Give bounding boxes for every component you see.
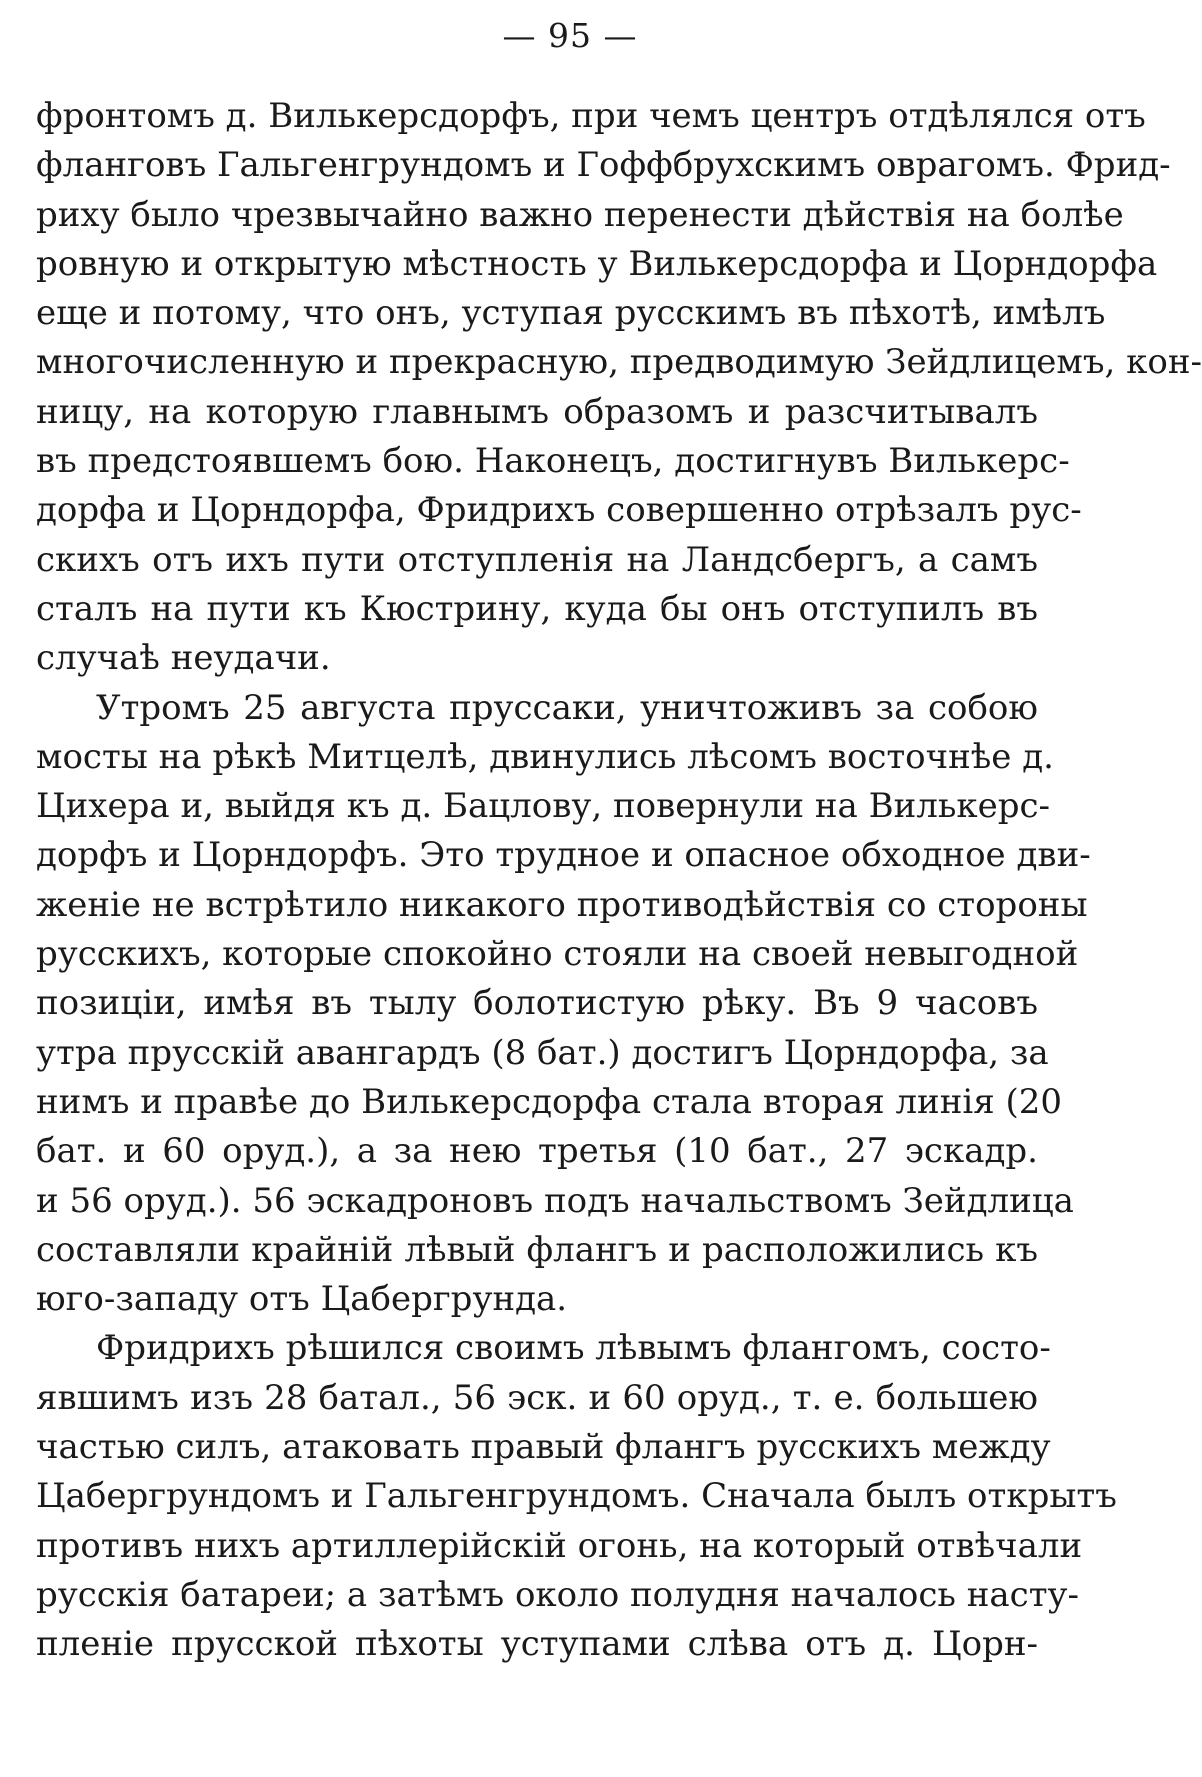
- text-line: мосты на рѣкѣ Митцелѣ, двинулись лѣсомъ восточнѣе д.: [36, 736, 1054, 777]
- paragraph-1: [36, 92, 1202, 684]
- text-line: Цихера и, выйдя къ д. Бацлову, повернули на Вилькерс-: [36, 786, 1051, 827]
- page-number: — 95 —: [502, 16, 638, 55]
- text-line: противъ нихъ артиллерійскій огонь, на который отвѣчали: [36, 1525, 1083, 1566]
- text-line: случаѣ неудачи.: [36, 638, 331, 679]
- text-body: [36, 92, 1202, 1670]
- text-line: пленіе прусской пѣхоты уступами слѣва отъ д. Цорн-: [36, 1624, 1038, 1665]
- text-line: Утромъ 25 августа пруссаки, уничтоживъ за собою: [96, 687, 1038, 728]
- text-line: бат. и 60 оруд.), а за нею третья (10 бат., 27 эскадр.: [36, 1131, 1038, 1172]
- text-line: фланговъ Гальгенгрундомъ и Гоффбрухскимъ оврагомъ. Фрид-: [36, 145, 1171, 186]
- text-line: явшимъ изъ 28 батал., 56 эск. и 60 оруд., т. е. большею: [36, 1377, 1038, 1418]
- paragraph-2: [36, 684, 1091, 1325]
- text-line: нимъ и правѣе до Вилькерсдорфа стала вторая линія (20: [36, 1081, 1063, 1122]
- text-line: еще и потому, что онъ, уступая русскимъ въ пѣхотѣ, имѣлъ: [36, 293, 1106, 334]
- text-line: позиціи, имѣя въ тылу болотистую рѣку. Въ 9 часовъ: [36, 983, 1038, 1024]
- text-line: юго-западу отъ Цабергрунда.: [36, 1279, 568, 1320]
- text-line: риху было чрезвычайно важно перенести дѣйствія на болѣе: [36, 194, 1124, 235]
- text-line: частью силъ, атаковать правый флангъ русскихъ между: [36, 1427, 1051, 1468]
- text-line: и 56 оруд.). 56 эскадроновъ подъ начальствомъ Зейдлица: [36, 1180, 1074, 1221]
- text-line: женіе не встрѣтило никакого противодѣйствія со стороны: [36, 884, 1088, 925]
- text-line: скихъ отъ ихъ пути отступленія на Ландсбергъ, а самъ: [36, 539, 1038, 580]
- text-line: многочисленную и прекрасную, предводимую Зейдлицемъ, кон-: [36, 342, 1202, 383]
- text-line: дорфъ и Цорндорфъ. Это трудное и опасное обходное дви-: [36, 835, 1091, 876]
- text-line: фронтомъ д. Вилькерсдорфъ, при чемъ центръ отдѣлялся отъ: [36, 96, 1146, 136]
- text-line: русскихъ, которые спокойно стояли на своей невыгодной: [36, 934, 1079, 975]
- text-line: Цабергрундомъ и Гальгенгрундомъ. Сначала былъ открытъ: [36, 1476, 1117, 1517]
- text-line: утра прусскій авангардъ (8 бат.) достигъ Цорндорфа, за: [36, 1032, 1049, 1073]
- text-line: ницу, на которую главнымъ образомъ и разсчитывалъ: [36, 391, 1038, 432]
- text-line: ровную и открытую мѣстность у Вилькерсдорфа и Цорндорфа: [36, 243, 1158, 284]
- paragraph-3: [36, 1324, 1117, 1669]
- text-line: въ предстоявшемъ бою. Наконецъ, достигнувъ Вилькерс-: [36, 441, 1070, 482]
- text-line: дорфа и Цорндорфа, Фридрихъ совершенно отрѣзалъ рус-: [36, 490, 1082, 531]
- text-line: составляли крайній лѣвый флангъ и расположились къ: [36, 1229, 1038, 1270]
- text-line: Фридрихъ рѣшился своимъ лѣвымъ флангомъ, состо-: [96, 1328, 1051, 1369]
- text-line: сталъ на пути къ Кюстрину, куда бы онъ отступилъ въ: [36, 588, 1038, 629]
- text-line: русскія батареи; а затѣмъ около полудня началось насту-: [36, 1574, 1079, 1615]
